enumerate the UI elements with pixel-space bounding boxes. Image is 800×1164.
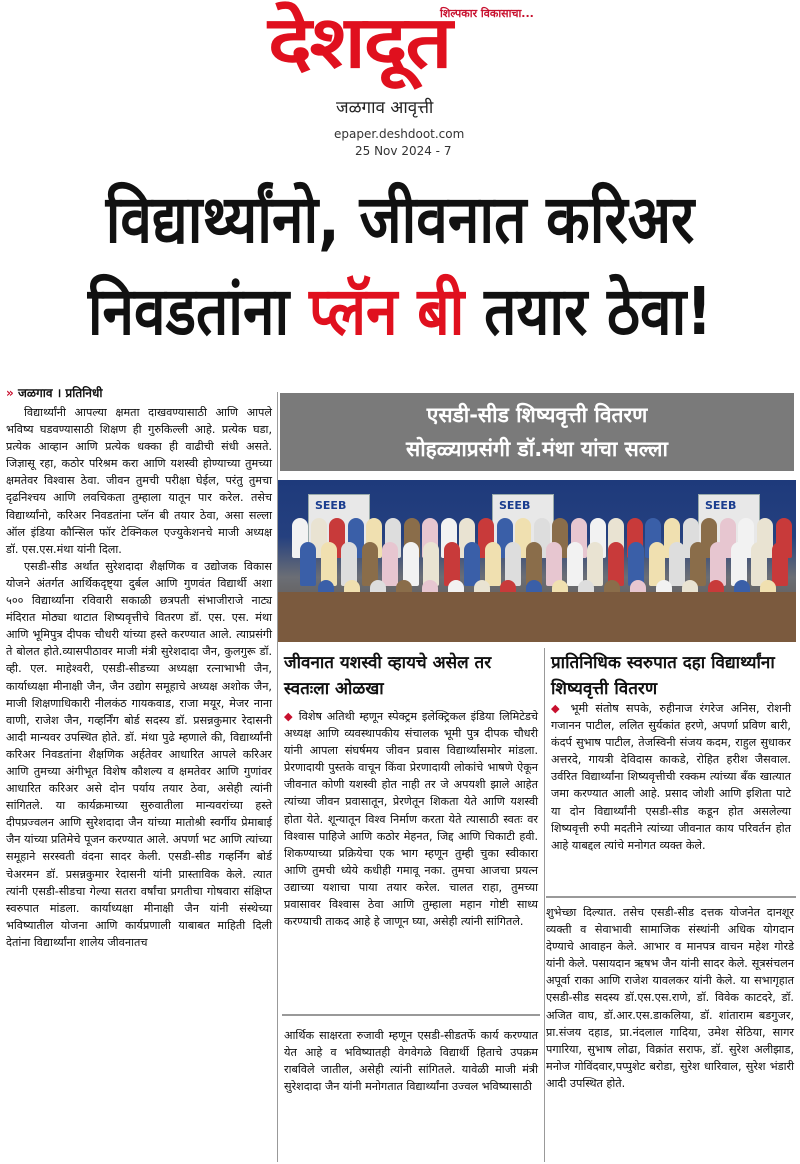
right-divider	[546, 896, 796, 898]
deck-banner	[280, 393, 794, 471]
photo-person	[464, 542, 480, 586]
photo-person	[300, 542, 316, 586]
headline-line-1: विद्यार्थ्यांनो, जीवनात करिअर	[105, 181, 695, 258]
dateline-text: जळगाव । प्रतिनिधी	[17, 386, 103, 400]
middle-divider	[282, 1014, 540, 1016]
photo-person	[772, 542, 788, 586]
right-subheading: प्रातिनिधिक स्वरुपात दहा विद्यार्थ्यांना शिष्यवृत्ती वितरण	[551, 653, 775, 699]
masthead-tagline: शिल्पकार विकासाचा...	[440, 7, 534, 20]
headline-line-2-start: निवडतांना	[87, 273, 309, 350]
bullet-triangle-icon: ◆	[284, 710, 294, 723]
photo-person	[669, 542, 685, 586]
photo-person	[587, 542, 603, 586]
dateline	[6, 384, 102, 401]
article-paragraph-1: विद्यार्थ्यांनी आपल्या क्षमता दाखवण्यासाठी आणि आपले भविष्य घडवण्यासाठी शिक्षण ही गुरुकिल्ली आहे. प्रत्येक घडा, प्रत्येक आव्हान आणि प्रत्येक धक्का ही वाढीची संधी असते. जिज्ञासू रहा, कठोर परिश्रम करा आणि यशस्वी होण्याच्या तुमच्या क्षमतेवर विश्वास ठेवा. जीवन तुमची परीक्षा घेईल, परंतु तुमचा दृढनिश्चय आणि लवचिकता तुम्हाला यातून पार करेल. तसेच विद्यार्थ्यांनो, करिअर निवडतांना प्लॅन बी तयार ठेवा, असा सल्ला ऑल इंडिया कौन्सिल फॉर टेक्निकल एज्युकेशनचे माजी अध्यक्ष डॉ. एस.एस.मंथा यांनी दिला.	[6, 406, 272, 556]
headline-line-2-end: तयार ठेवा!	[464, 273, 713, 350]
right-continuation: शुभेच्छा दिल्यात. तसेच एसडी-सीड दत्तक योजनेत दानशूर व्यक्ती व सेवाभावी सामाजिक संस्थांनी अधिक योगदान देण्याचे आवाहन केले. आभार व मानपत्र वाचन महेश गोरडे यांनी केले. पसायदान ऋषभ जैन यांनी सादर केले. सूत्रसंचलन अपूर्वा राका आणि राजेश यावलकर यांनी केले. या सभागृहात एसडी-सीड सदस्य डॉ.एस.एस.राणे, डॉ. विवेक काटदरे, डॉ. अजित वाघ, डॉ.आर.एस.डाकलिया, डॉ. शांताराम बडगुजर, प्रा.संजय दहाड, प्रा.नंदलाल गादिया, उमेश सेठिया, सागर पगारिया, सुभाष लोढा, विक्रांत सराफ, डॉ. सुरेश अलीझाड, मनोज गोविंदवार,पप्पुशेट बरोडा, सुरेश धारिवाल, सुरेश भंडारी आदी उपस्थित होते.	[546, 906, 794, 1090]
deck-line-1: एसडी-सीड शिष्यवृत्ती वितरण	[426, 403, 648, 427]
stage-floor	[278, 592, 796, 642]
middle-subheading: जीवनात यशस्वी व्हायचे असेल तर स्वतःला ओळखा	[284, 653, 492, 699]
headline-line-2	[56, 268, 744, 356]
headline-highlight: प्लॅन बी	[308, 273, 465, 350]
edition-label: जळगाव आवृत्ती	[336, 98, 434, 118]
photo-person	[382, 542, 398, 586]
banner-text: SEEB	[315, 499, 347, 512]
middle-continuation: आर्थिक साक्षरता रुजावी म्हणून एसडी-सीडतर्फे कार्य करण्यात येत आहे व भविष्यातही वेगवेगळे विद्यार्थी हिताचे उपक्रम राबविले जातील, असेही त्यांनी सांगितले. यावेळी माजी मंत्री सुरेशदादा जैन यांनी मनोगतात विद्यार्थ्यांना उज्वल भविष्यासाठी	[284, 1029, 538, 1094]
publication-date: 25 Nov 2024 - 7	[355, 144, 452, 158]
photo-person	[485, 542, 501, 586]
deck-line-2: सोहळ्याप्रसंगी डॉ.मंथा यांचा सल्ला	[406, 437, 668, 461]
event-photo	[278, 480, 796, 642]
bullet-triangle-icon: ◆	[551, 702, 564, 715]
column-divider-right	[544, 648, 545, 1162]
right-article-text: भूमी संतोष सपके, रुहीनाज रंगरेज अनिस, रोशनी गजानन पाटील, ललित सुर्यकांत हरणे, अपर्णा प्रविण बारी, कंदर्प सुभाष पाटील, तेजस्विनी संजय कदम, राहुल सुधाकर अत्तरदे, गायत्री देविदास काकडे, रोहित हरीश जैसवाल. उर्वरित विद्यार्थ्यांना शिष्यवृत्तीची रक्कम त्यांच्या बँक खात्यात जमा करण्यात आली आहे. प्रसाद जोशी आणि इशिता पाटे या दोन विद्यार्थ्यांनी एसडी-सीड कडून होत असलेल्या शिष्यवृत्ती रुपी मदतीने त्यांच्या जीवनात काय परिवर्तन होत आहे याबद्दल त्यांचे मनोगत व्यक्त केले.	[551, 702, 791, 852]
epaper-url: epaper.deshdoot.com	[334, 127, 465, 141]
left-column-article	[6, 404, 272, 951]
middle-article	[284, 708, 538, 930]
article-paragraph-2: एसडी-सीड अर्थात सुरेशदादा शैक्षणिक व उद्योजक विकास योजने अंतर्गत आर्थिकदृष्ट्या दुर्बल आणि गुणवंत विद्यार्थी अशा ५०० विद्यार्थ्यांना रविवारी सकाळी छत्रपती संभाजीराजे नाट्य मंदिरात मोठ्या थाटात शिष्यवृत्तीचे वितरण डॉ. एस. एस. मंथा आणि भूमिपुत्र दीपक चौधरी यांच्या हस्ते करण्यात आले. त्याप्रसंगी ते बोलत होते.व्यासपीठावर माजी मंत्री सुरेशदादा जैन, कुलगुरू डॉ. व्ही. एल. माहेश्वरी, एसडी-सीडच्या अध्यक्षा रत्नाभाभी जैन, कार्याध्यक्षा मीनाक्षी जैन, जैन उद्योग समूहाचे अध्यक्ष अशोक जैन, माजी शिक्षणाधिकारी नीलकंठ गायकवाड, राजा मयूर, मेजर नाना वाणी, राजेश जैन, गव्हर्निंग बोर्ड सदस्य डॉ. प्रसन्नकुमार रेदासनी आदी मान्यवर उपस्थित होते. डॉ. मंथा पुढे म्हणाले की, विद्यार्थ्यांनी करिअर निवडतांना शैक्षणिक अर्हतेवर आधारित आपले करिअर आणि तुमच्या अंगीभूत विशेष कौशल्य व क्षमतेवर आणि गुणांवर आधारित करिअर असे दोन पर्याय तयार ठेवा, असेही त्यांनी सांगितले. या कार्यक्रमाच्या सुरुवातीला मान्यवरांच्या हस्ते दीपप्रज्वलन आणि सुरेशदादा जैन यांच्या मातोश्री स्वर्गीय प्रेमाबाई जैन यांच्या प्रतिमेचे पूजन करण्यात आले. अपर्णा भट आणि त्यांच्या समूहाने सरस्वती वंदना सादर केली. एसडी-सीड गव्हर्निंग बोर्ड चेअरमन डॉ. प्रसन्नकुमार रेदासनी यांनी प्रास्ताविक केले. त्यात त्यांनी एसडी-सीडचा गेल्या सतरा वर्षांचा प्रगतीचा गोषवारा संक्षिप्त स्वरुपात मांडला. कार्याध्यक्षा मीनाक्षी जैन यांनी संस्थेच्या भविष्यातील योजना आणि कार्यप्रणाली याबाबत माहिती दिली देतांना विद्यार्थ्यांना शालेय जीवनातच	[6, 559, 272, 949]
banner-text: SEEB	[705, 499, 737, 512]
photo-person	[567, 542, 583, 586]
right-article	[551, 700, 791, 854]
dateline-marker-icon: »	[6, 386, 14, 400]
middle-article-text: विशेष अतिथी म्हणून स्पेक्ट्रम इलेक्ट्रिकल इंडिया लिमिटेडचे अध्यक्ष आणि व्यवस्थापकीय संचालक भूमी पुत्र दीपक चौधरी यांनी आपला संघर्षमय जीवन प्रवास विद्यार्थ्यांसमोर मांडला. प्रेरणादायी पुस्तके वाचून किंवा प्रेरणादायी लोकांचे भाषणे ऐकून जीवनात कोणी यशस्वी होत नाही तर जे अपयशी झाले आहेत त्यांच्या जीवन प्रवासातून, प्रेरणेतून शिकता येते आणि यशस्वी होता येते. शून्यातून विश्व निर्माण करता येते त्यासाठी स्वतः वर विश्वास पाहिजे आणि कठोर मेहनत, जिद्द आणि चिकाटी हवी. शिकण्याच्या प्रक्रियेचा एक भाग म्हणून तुम्ही चुका स्वीकारा आणि तुमची ध्येये कधीही गमावू नका. तुमचा आजचा प्रयत्न उद्याच्या यशाचा पाया तयार करेल. चालत राहा, तुमच्या प्रवासावर विश्वास ठेवा आणि तुम्हाला महान गोष्टी साध्य करण्याची ताकद आहे हे जाणून घ्या, असेही त्यांनी सांगितले.	[284, 710, 538, 929]
newspaper-logo: देशदूत	[268, 0, 451, 84]
banner-text: SEEB	[499, 499, 531, 512]
